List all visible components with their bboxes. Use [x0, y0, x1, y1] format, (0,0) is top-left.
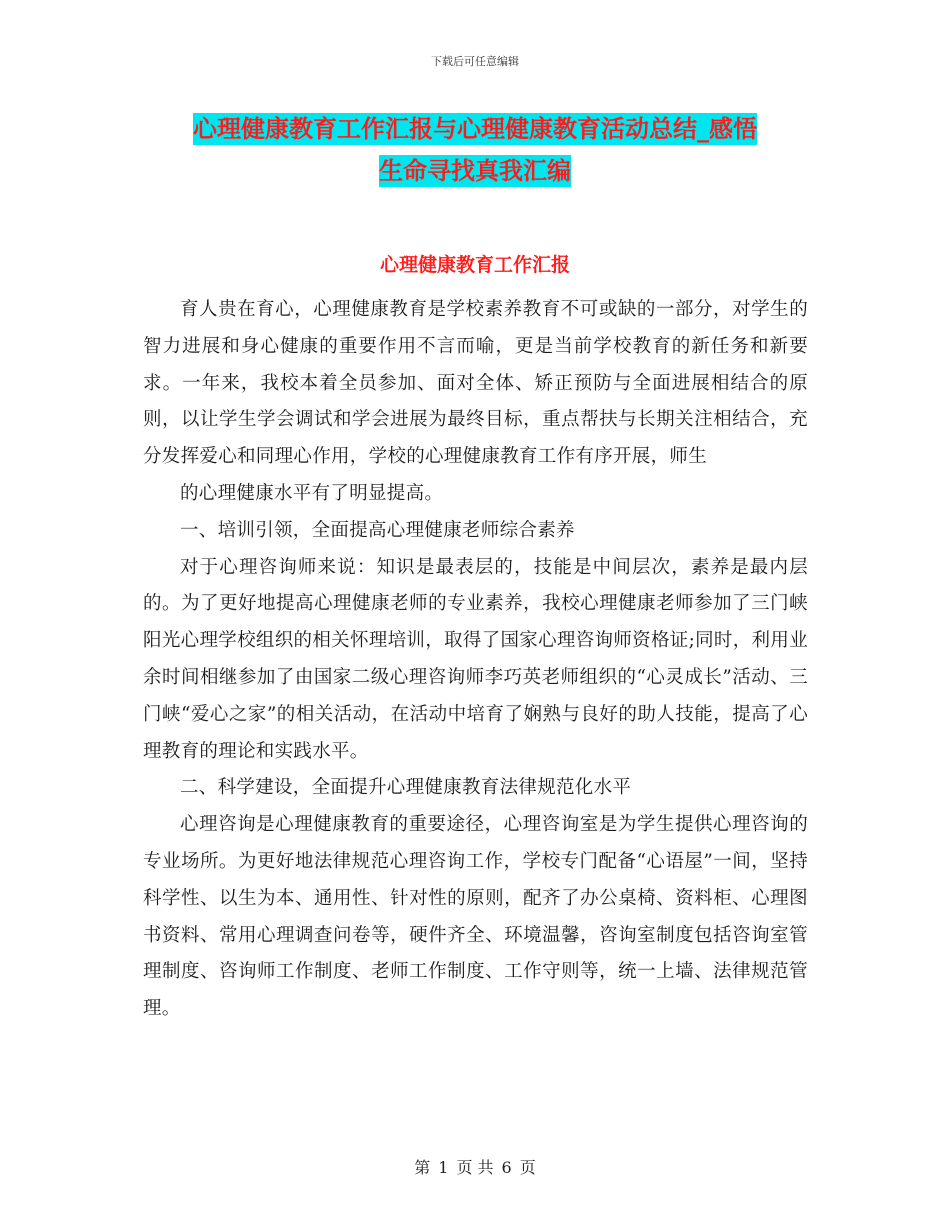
heading-training: 一、培训引领，全面提高心理健康老师综合素养	[180, 519, 575, 541]
footer-prefix: 第	[414, 1158, 431, 1177]
paragraph-construction: 心理咨询是心理健康教育的重要途径，心理咨询室是为学生提供心理咨询的专业场所。为更好地法律规范心理咨询工作，学校专门配备“心语屋”一间，坚持科学性、以生为本、通用性、针对性的原则，配齐了办公桌椅、资料柜、心理图书资料、常用心理调查问卷等，硬件齐全、环境温馨，咨询室制度包括咨询室管理制度、咨询师工作制度、老师工作制度、工作守则等，统一上墙、法律规范管理。	[143, 814, 808, 1020]
footer-total-pages: 6	[501, 1158, 512, 1177]
document-title	[140, 108, 810, 192]
paragraph-training: 对于心理咨询师来说：知识是最表层的，技能是中间层次，素养是最内层的。为了更好地提高心理健康老师的专业素养，我校心理健康老师参加了三门峡阳光心理学校组织的相关怀理培训，取得了国家心理咨询师资格证;同时，利用业余时间相继参加了由国家二级心理咨询师李巧英老师组织的“心灵成长”活动、三门峡“爱心之家”的相关活动，在活动中培育了娴熟与良好的助人技能，提高了心理教育的理论和实践水平。	[143, 556, 808, 762]
document-title-line-1: 心理健康教育工作汇报与心理健康教育活动总结_感悟	[193, 115, 757, 143]
footer-mid: 页 共	[456, 1158, 494, 1177]
footer-page-number: 1	[438, 1158, 449, 1177]
paragraph-intro: 育人贵在育心，心理健康教育是学校素养教育不可或缺的一部分，对学生的智力进展和身心健康的重要作用不言而喻，更是当前学校教育的新任务和新要求。一年来，我校本着全员参加、面对全体、矫正预防与全面进展相结合的原则，以让学生学会调试和学会进展为最终目标，重点帮扶与长期关注相结合，充分发挥爱心和同理心作用，学校的心理健康教育工作有序开展，师生	[143, 299, 808, 468]
section-title: 心理健康教育工作汇报	[379, 254, 570, 276]
footer-suffix: 页	[519, 1158, 536, 1177]
document-title-line-2: 生命寻找真我汇编	[379, 157, 571, 185]
heading-construction: 二、科学建设，全面提升心理健康教育法律规范化水平	[180, 777, 632, 799]
header-note: 下载后可任意编辑	[431, 55, 519, 68]
document-body	[143, 292, 808, 1028]
paragraph-intro-continued: 的心理健康水平有了明显提高。	[180, 482, 444, 504]
page-footer	[0, 1155, 950, 1178]
